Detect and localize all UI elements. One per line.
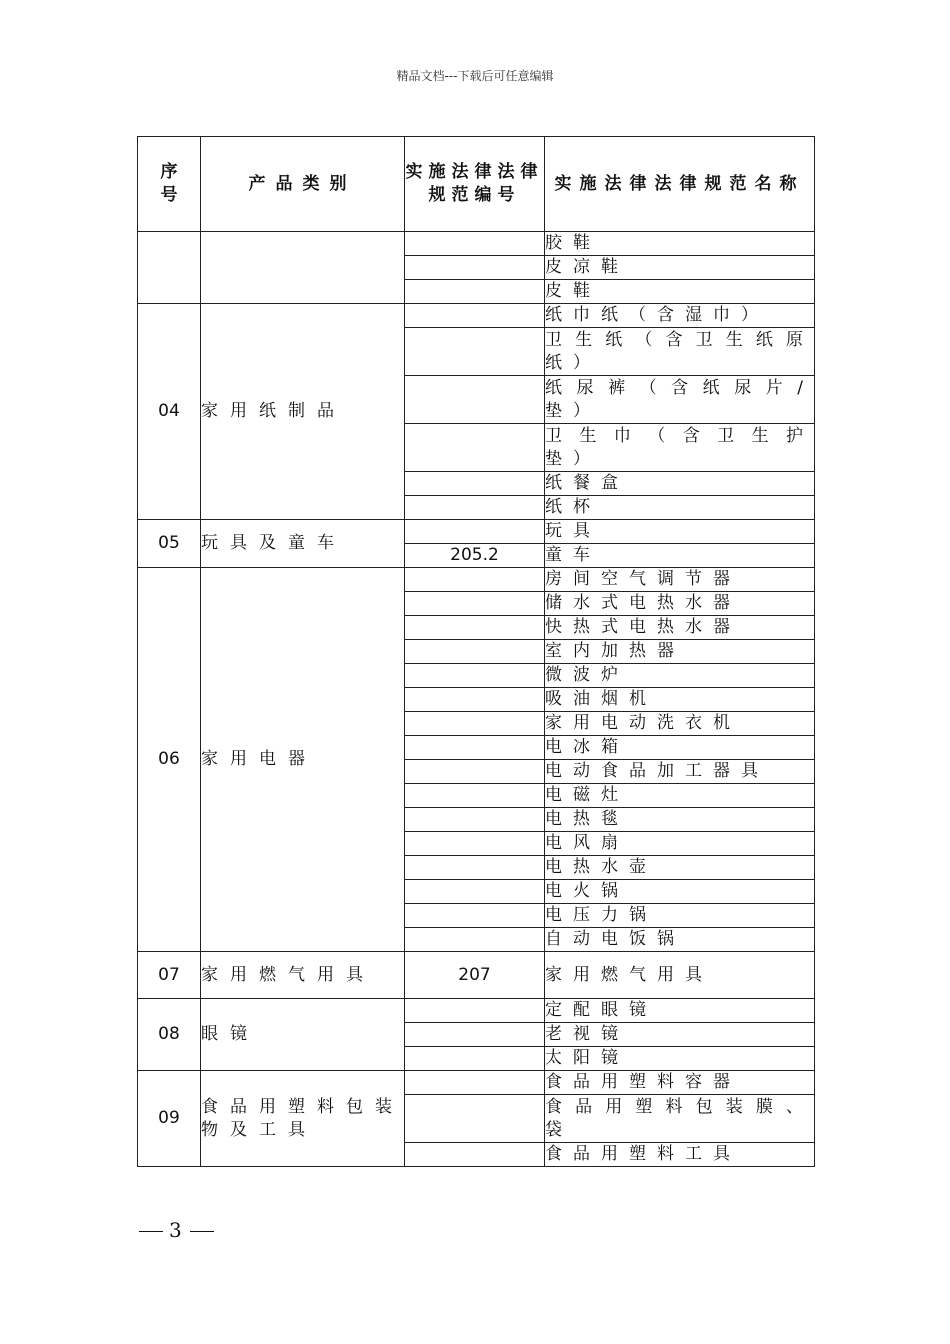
cell-code <box>405 712 545 736</box>
cell-name: 胶鞋 <box>545 232 815 256</box>
header-seq-text: 序号 <box>160 162 178 205</box>
cell-name: 太阳镜 <box>545 1047 815 1071</box>
cell-code <box>405 472 545 496</box>
cell-category <box>201 232 405 304</box>
page-number: 3 <box>169 1218 184 1242</box>
cell-code <box>405 760 545 784</box>
cell-seq <box>138 232 201 304</box>
cell-name: 电风扇 <box>545 832 815 856</box>
cell-code <box>405 424 545 472</box>
cell-code <box>405 1095 545 1143</box>
cell-name: 纸杯 <box>545 496 815 520</box>
page-footer <box>133 1218 220 1242</box>
cell-category: 玩具及童车 <box>201 520 405 568</box>
cell-code <box>405 640 545 664</box>
cell-name: 家用电动洗衣机 <box>545 712 815 736</box>
regulation-table <box>137 136 815 1167</box>
cell-code <box>405 808 545 832</box>
cell-name: 皮鞋 <box>545 280 815 304</box>
cell-seq: 09 <box>138 1071 201 1167</box>
cell-code <box>405 520 545 544</box>
cell-name: 快热式电热水器 <box>545 616 815 640</box>
table-row <box>138 520 815 544</box>
cell-name: 皮凉鞋 <box>545 256 815 280</box>
table-row <box>138 952 815 999</box>
footer-dash-right <box>190 1231 214 1232</box>
cell-name: 纸餐盒 <box>545 472 815 496</box>
cell-code <box>405 568 545 592</box>
cell-code <box>405 832 545 856</box>
cell-seq: 07 <box>138 952 201 999</box>
cell-name: 自动电饭锅 <box>545 928 815 952</box>
cell-code <box>405 232 545 256</box>
cell-code <box>405 1023 545 1047</box>
cell-code <box>405 664 545 688</box>
cell-code <box>405 784 545 808</box>
table-row <box>138 999 815 1023</box>
cell-code <box>405 880 545 904</box>
cell-name: 微波炉 <box>545 664 815 688</box>
cell-category: 眼镜 <box>201 999 405 1071</box>
cell-name: 童车 <box>545 544 815 568</box>
cell-code <box>405 688 545 712</box>
cell-name: 食品用塑料工具 <box>545 1143 815 1167</box>
cell-seq: 04 <box>138 304 201 520</box>
cell-name: 玩具 <box>545 520 815 544</box>
cell-code <box>405 592 545 616</box>
cell-name: 纸尿裤（含纸尿片/垫） <box>545 376 815 424</box>
cell-name: 电热毯 <box>545 808 815 832</box>
cell-name: 电压力锅 <box>545 904 815 928</box>
page-header: 精品文档---下载后可任意编辑 <box>396 69 554 83</box>
cell-seq: 08 <box>138 999 201 1071</box>
cell-name: 吸油烟机 <box>545 688 815 712</box>
cell-name: 电磁灶 <box>545 784 815 808</box>
cell-code <box>405 1143 545 1167</box>
cell-name: 房间空气调节器 <box>545 568 815 592</box>
header-category: 产品类别 <box>201 137 405 232</box>
table-row <box>138 304 815 328</box>
cell-category: 家用电器 <box>201 568 405 952</box>
cell-category: 食品用塑料包装物及工具 <box>201 1071 405 1167</box>
cell-code <box>405 376 545 424</box>
header-name: 实施法律法律规范名称 <box>545 137 815 232</box>
cell-code <box>405 999 545 1023</box>
cell-seq: 05 <box>138 520 201 568</box>
header-seq <box>138 137 201 232</box>
cell-code <box>405 256 545 280</box>
table-row <box>138 568 815 592</box>
cell-code <box>405 328 545 376</box>
cell-name: 纸巾纸（含湿巾） <box>545 304 815 328</box>
cell-name: 老视镜 <box>545 1023 815 1047</box>
cell-name: 食品用塑料容器 <box>545 1071 815 1095</box>
cell-name: 电动食品加工器具 <box>545 760 815 784</box>
header-code: 实施法律法律规范编号 <box>405 137 545 232</box>
cell-code <box>405 616 545 640</box>
cell-name: 定配眼镜 <box>545 999 815 1023</box>
cell-code <box>405 1071 545 1095</box>
cell-code <box>405 856 545 880</box>
cell-code: 207 <box>405 952 545 999</box>
cell-code <box>405 280 545 304</box>
cell-name: 电火锅 <box>545 880 815 904</box>
cell-code: 205.2 <box>405 544 545 568</box>
cell-code <box>405 496 545 520</box>
cell-seq: 06 <box>138 568 201 952</box>
cell-name: 储水式电热水器 <box>545 592 815 616</box>
cell-code <box>405 904 545 928</box>
table-row <box>138 1071 815 1095</box>
cell-name: 卫生纸（含卫生纸原纸） <box>545 328 815 376</box>
cell-name: 卫生巾（含卫生护垫） <box>545 424 815 472</box>
cell-name: 家用燃气用具 <box>545 952 815 999</box>
cell-name: 电冰箱 <box>545 736 815 760</box>
cell-code <box>405 928 545 952</box>
cell-category: 家用燃气用具 <box>201 952 405 999</box>
cell-name: 食品用塑料包装膜、袋 <box>545 1095 815 1143</box>
cell-code <box>405 304 545 328</box>
cell-code <box>405 736 545 760</box>
table-row <box>138 232 815 256</box>
cell-category: 家用纸制品 <box>201 304 405 520</box>
cell-name: 电热水壶 <box>545 856 815 880</box>
table-header-row <box>138 137 815 232</box>
footer-dash-left <box>139 1231 163 1232</box>
cell-name: 室内加热器 <box>545 640 815 664</box>
cell-code <box>405 1047 545 1071</box>
